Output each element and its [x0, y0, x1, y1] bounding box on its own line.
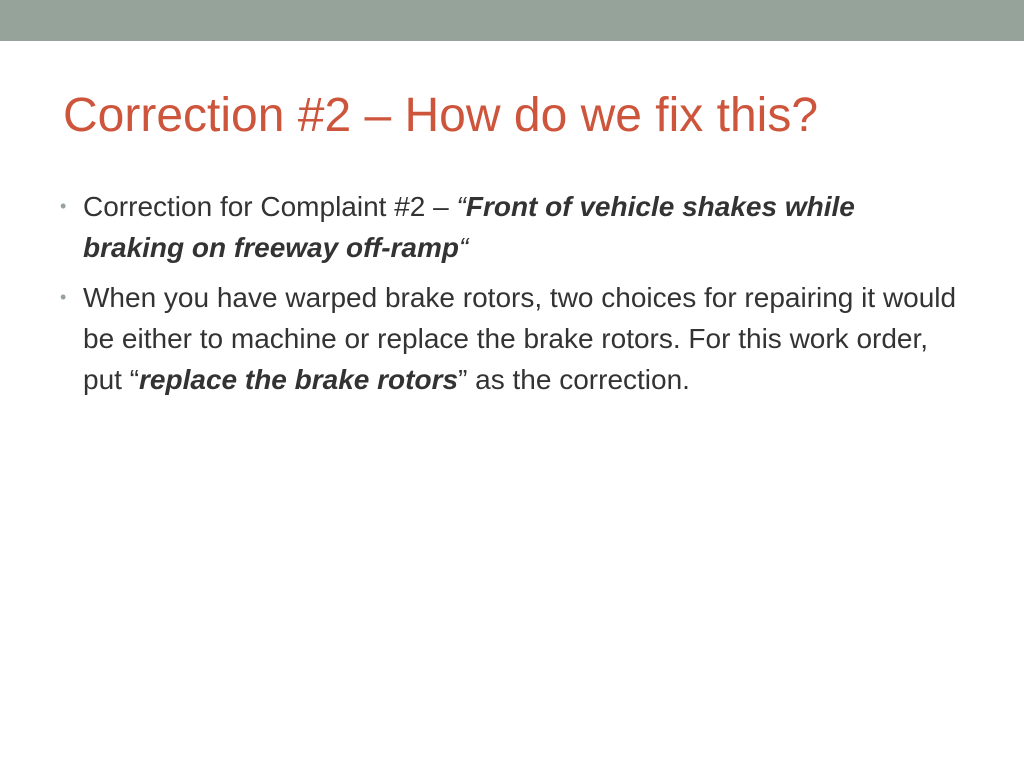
open-quote: “	[456, 191, 466, 222]
emphasized-text: Front of vehicle shakes while braking on freeway off-ramp	[83, 191, 855, 263]
bullet-text-lead: When you have warped brake rotors, two choices for repairing it would be either to machine or replace the brake rotors. For this work order, put	[83, 282, 957, 395]
bullet-list	[60, 186, 960, 409]
emphasized-text: replace the brake rotors	[139, 364, 459, 395]
open-quote: “	[129, 364, 140, 395]
bullet-text-lead: Correction for Complaint #2 –	[83, 191, 457, 222]
bullet-item-correction	[60, 277, 960, 400]
bullet-item-complaint	[60, 186, 960, 268]
bullet-text-tail: as the correction.	[467, 364, 690, 395]
close-quote: ”	[458, 364, 468, 395]
bullet-dot-icon: •	[60, 196, 67, 216]
slide-title: Correction #2 – How do we fix this?	[63, 89, 819, 142]
close-quote: “	[459, 232, 469, 263]
bullet-dot-icon: •	[60, 287, 67, 307]
top-accent-bar	[0, 0, 1024, 41]
